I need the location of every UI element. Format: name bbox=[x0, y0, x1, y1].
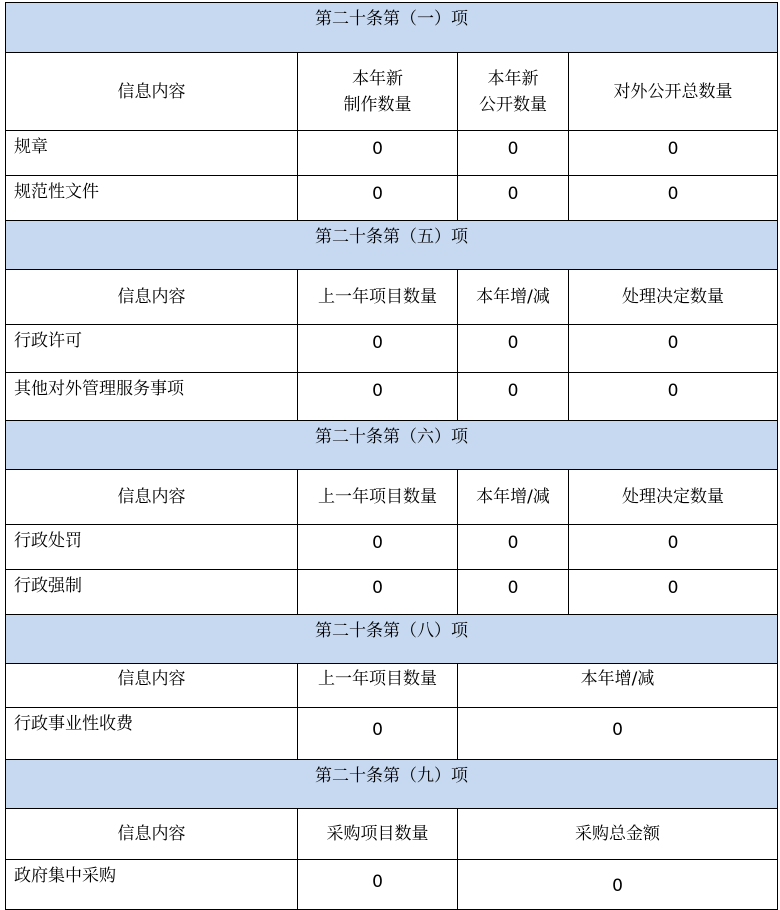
value-cell: 0 bbox=[458, 708, 778, 760]
table-row bbox=[6, 570, 778, 615]
header-cell: 上一年项目数量 bbox=[298, 664, 458, 708]
section-title: 第二十条第（八）项 bbox=[6, 615, 778, 664]
value-cell: 0 bbox=[569, 570, 778, 615]
header-cell: 对外公开总数量 bbox=[569, 53, 778, 131]
value-cell: 0 bbox=[298, 570, 458, 615]
header-cell: 信息内容 bbox=[6, 664, 298, 708]
table-row bbox=[6, 525, 778, 570]
value-cell: 0 bbox=[569, 373, 778, 421]
row-label: 规章 bbox=[6, 131, 298, 176]
row-label: 政府集中采购 bbox=[6, 860, 298, 910]
value-cell: 0 bbox=[569, 525, 778, 570]
value-cell: 0 bbox=[298, 176, 458, 221]
row-label: 规范性文件 bbox=[6, 176, 298, 221]
row-label: 行政处罚 bbox=[6, 525, 298, 570]
header-cell bbox=[458, 53, 569, 131]
disclosure-table bbox=[5, 2, 778, 910]
header-cell: 信息内容 bbox=[6, 470, 298, 525]
value-cell: 0 bbox=[298, 708, 458, 760]
table-row bbox=[6, 860, 778, 910]
header-cell: 处理决定数量 bbox=[569, 470, 778, 525]
value-cell: 0 bbox=[458, 570, 569, 615]
table-row bbox=[6, 131, 778, 176]
header-cell: 采购总金额 bbox=[458, 809, 778, 860]
value-cell: 0 bbox=[298, 373, 458, 421]
table-row bbox=[6, 325, 778, 373]
value-cell: 0 bbox=[569, 176, 778, 221]
header-cell: 采购项目数量 bbox=[298, 809, 458, 860]
section-title: 第二十条第（一）项 bbox=[6, 3, 778, 53]
header-text: 本年新 公开数量 bbox=[479, 68, 547, 115]
value-cell: 0 bbox=[458, 860, 778, 910]
value-cell: 0 bbox=[569, 131, 778, 176]
header-text: 本年新 制作数量 bbox=[343, 68, 412, 115]
value-cell: 0 bbox=[298, 860, 458, 910]
section-title: 第二十条第（六）项 bbox=[6, 421, 778, 470]
row-label: 行政许可 bbox=[6, 325, 298, 373]
table-row bbox=[6, 708, 778, 760]
header-cell: 本年增/减 bbox=[458, 270, 569, 325]
value-cell: 0 bbox=[298, 131, 458, 176]
value-cell: 0 bbox=[298, 325, 458, 373]
header-cell: 上一年项目数量 bbox=[298, 470, 458, 525]
header-cell: 信息内容 bbox=[6, 809, 298, 860]
header-cell: 本年增/减 bbox=[458, 664, 778, 708]
row-label: 行政强制 bbox=[6, 570, 298, 615]
row-label: 其他对外管理服务事项 bbox=[6, 373, 298, 421]
section-title: 第二十条第（九）项 bbox=[6, 760, 778, 809]
value-cell: 0 bbox=[569, 325, 778, 373]
table-row bbox=[6, 373, 778, 421]
section-title: 第二十条第（五）项 bbox=[6, 221, 778, 270]
value-cell: 0 bbox=[298, 525, 458, 570]
row-label: 行政事业性收费 bbox=[6, 708, 298, 760]
header-cell: 上一年项目数量 bbox=[298, 270, 458, 325]
value-cell: 0 bbox=[458, 325, 569, 373]
header-cell: 处理决定数量 bbox=[569, 270, 778, 325]
value-cell: 0 bbox=[458, 373, 569, 421]
header-cell bbox=[298, 53, 458, 131]
header-cell: 信息内容 bbox=[6, 270, 298, 325]
value-cell: 0 bbox=[458, 525, 569, 570]
header-cell: 本年增/减 bbox=[458, 470, 569, 525]
table-row bbox=[6, 176, 778, 221]
value-cell: 0 bbox=[458, 131, 569, 176]
header-cell: 信息内容 bbox=[6, 53, 298, 131]
value-cell: 0 bbox=[458, 176, 569, 221]
